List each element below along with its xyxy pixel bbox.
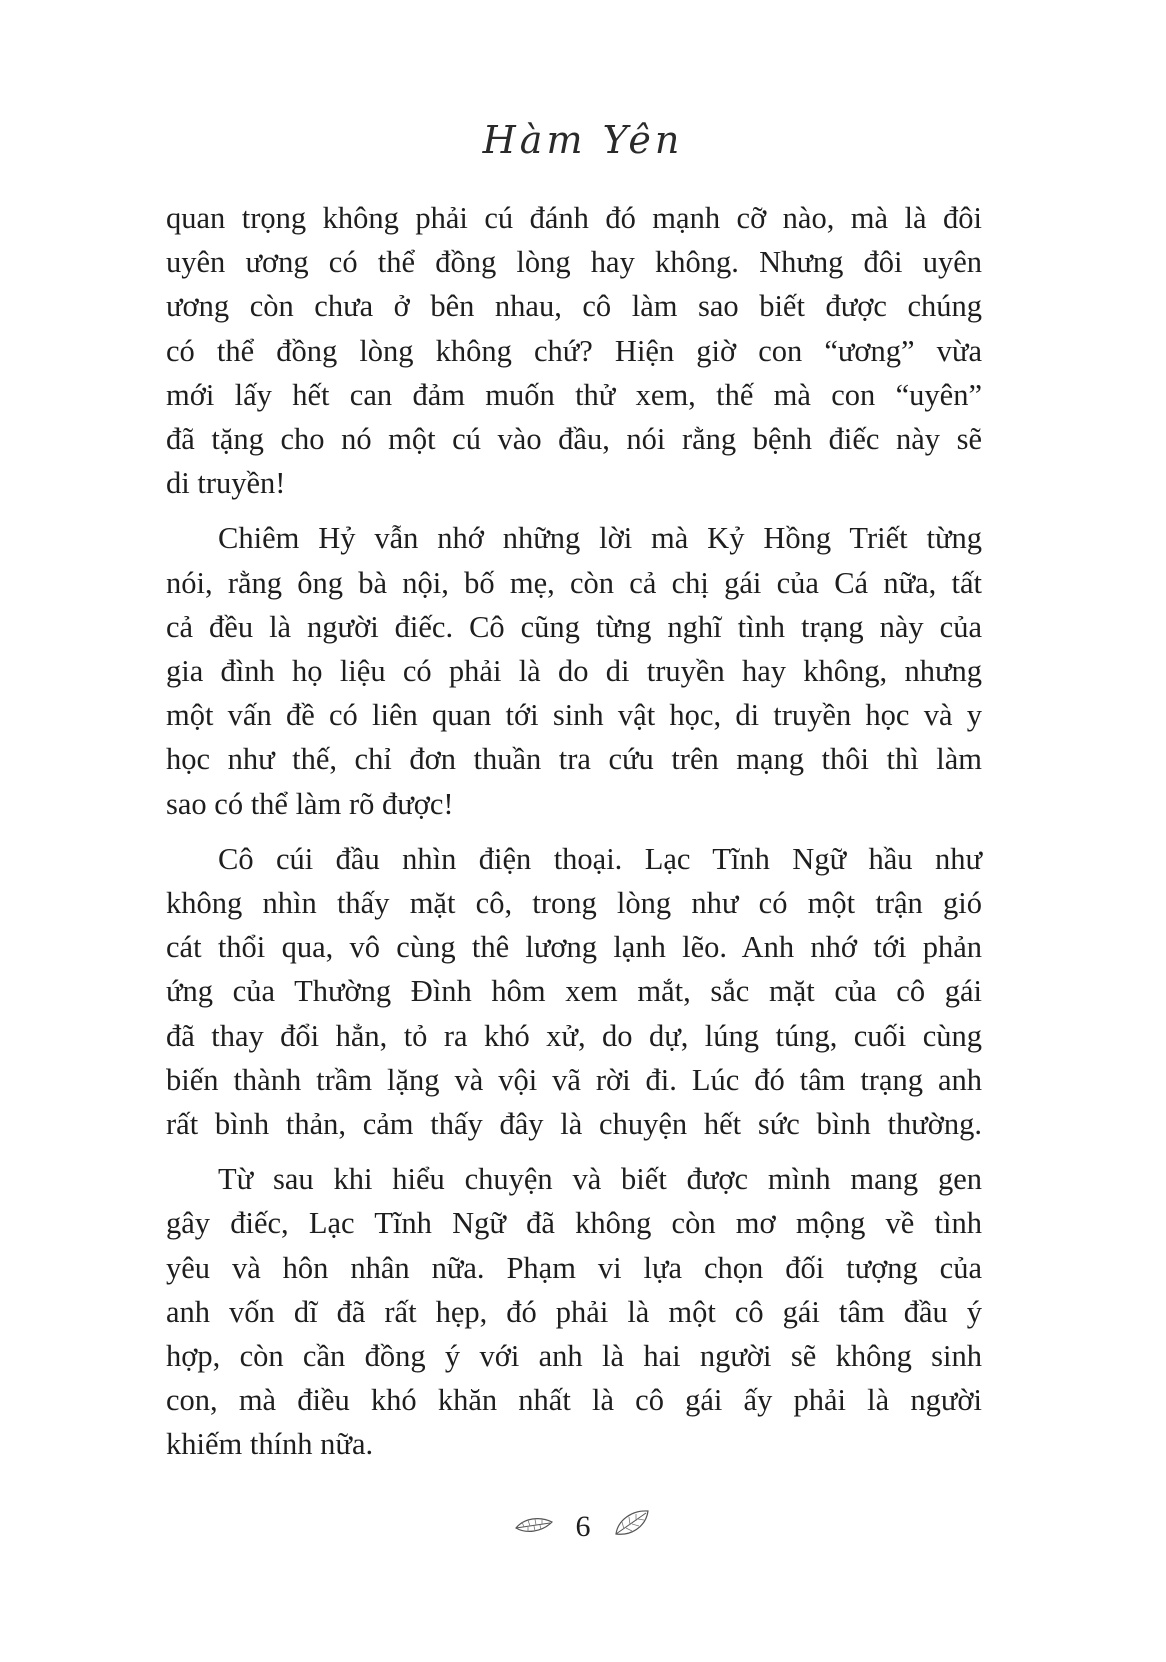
text-line: một vấn đề có liên quan tới sinh vật học, di truyền học và y <box>166 698 982 733</box>
leaf-icon <box>612 1508 652 1546</box>
text-line: Từ sau khi hiểu chuyện và biết được mình mang gen <box>218 1162 982 1197</box>
text-line: đã tặng cho nó một cú vào đầu, nói rằng bệnh điếc này sẽ <box>166 422 982 457</box>
text-line: ương còn chưa ở bên nhau, cô làm sao biết được chúng <box>166 289 982 324</box>
text-line: cát thổi qua, vô cùng thê lương lạnh lẽo. Anh nhớ tới phản <box>166 930 982 965</box>
text-line: đã thay đổi hẳn, tỏ ra khó xử, do dự, lúng túng, cuối cùng <box>166 1018 982 1053</box>
paragraph-4 <box>166 1157 982 1466</box>
text-line: ứng của Thường Đình hôm xem mắt, sắc mặt của cô gái <box>166 974 982 1009</box>
text-line: gây điếc, Lạc Tĩnh Ngữ đã không còn mơ mộng về tình <box>166 1206 982 1241</box>
text-line: sao có thể làm rõ được! <box>166 786 454 821</box>
text-line: quan trọng không phải cú đánh đó mạnh cỡ nào, mà là đôi <box>166 201 982 235</box>
paragraph-2 <box>166 516 982 825</box>
body-text <box>166 196 982 1478</box>
text-line: di truyền! <box>166 466 286 501</box>
text-line: anh vốn dĩ đã rất hẹp, đó phải là một cô gái tâm đầu ý <box>166 1294 982 1329</box>
paragraph-1 <box>166 196 982 505</box>
text-line: Cô cúi đầu nhìn điện thoại. Lạc Tĩnh Ngữ hầu như <box>218 841 982 876</box>
text-line: yêu và hôn nhân nữa. Phạm vi lựa chọn đối tượng của <box>166 1250 982 1285</box>
text-line: học như thế, chỉ đơn thuần tra cứu trên mạng thôi thì làm <box>166 742 982 777</box>
page-footer <box>0 1508 1166 1546</box>
text-line: Chiêm Hỷ vẫn nhớ những lời mà Kỷ Hồng Triết từng <box>218 521 982 556</box>
running-header-title: Hàm Yên <box>482 118 684 162</box>
leaf-icon <box>514 1510 554 1544</box>
text-line: biến thành trầm lặng và vội vã rời đi. Lúc đó tâm trạng anh <box>166 1062 982 1097</box>
paragraph-3 <box>166 837 982 1146</box>
text-line: hợp, còn cần đồng ý với anh là hai người sẽ không sinh <box>166 1339 982 1374</box>
text-line: mới lấy hết can đảm muốn thử xem, thế mà con “uyên” <box>166 377 982 412</box>
text-line: khiếm thính nữa. <box>166 1427 374 1462</box>
text-line: có thể đồng lòng không chứ? Hiện giờ con “ương” vừa <box>166 333 982 368</box>
text-line: không nhìn thấy mặt cô, trong lòng như có một trận gió <box>166 886 982 921</box>
text-line: con, mà điều khó khăn nhất là cô gái ấy phải là người <box>166 1383 982 1418</box>
text-line: gia đình họ liệu có phải là do di truyền hay không, nhưng <box>166 654 982 689</box>
text-line: nói, rằng ông bà nội, bố mẹ, còn cả chị gái của Cá nữa, tất <box>166 565 982 600</box>
page-number: 6 <box>575 1510 591 1544</box>
text-line: cả đều là người điếc. Cô cũng từng nghĩ tình trạng này của <box>166 609 982 644</box>
text-line: rất bình thản, cảm thấy đây là chuyện hết sức bình thường. <box>166 1107 982 1142</box>
text-line: uyên ương có thể đồng lòng hay không. Nhưng đôi uyên <box>166 245 982 280</box>
